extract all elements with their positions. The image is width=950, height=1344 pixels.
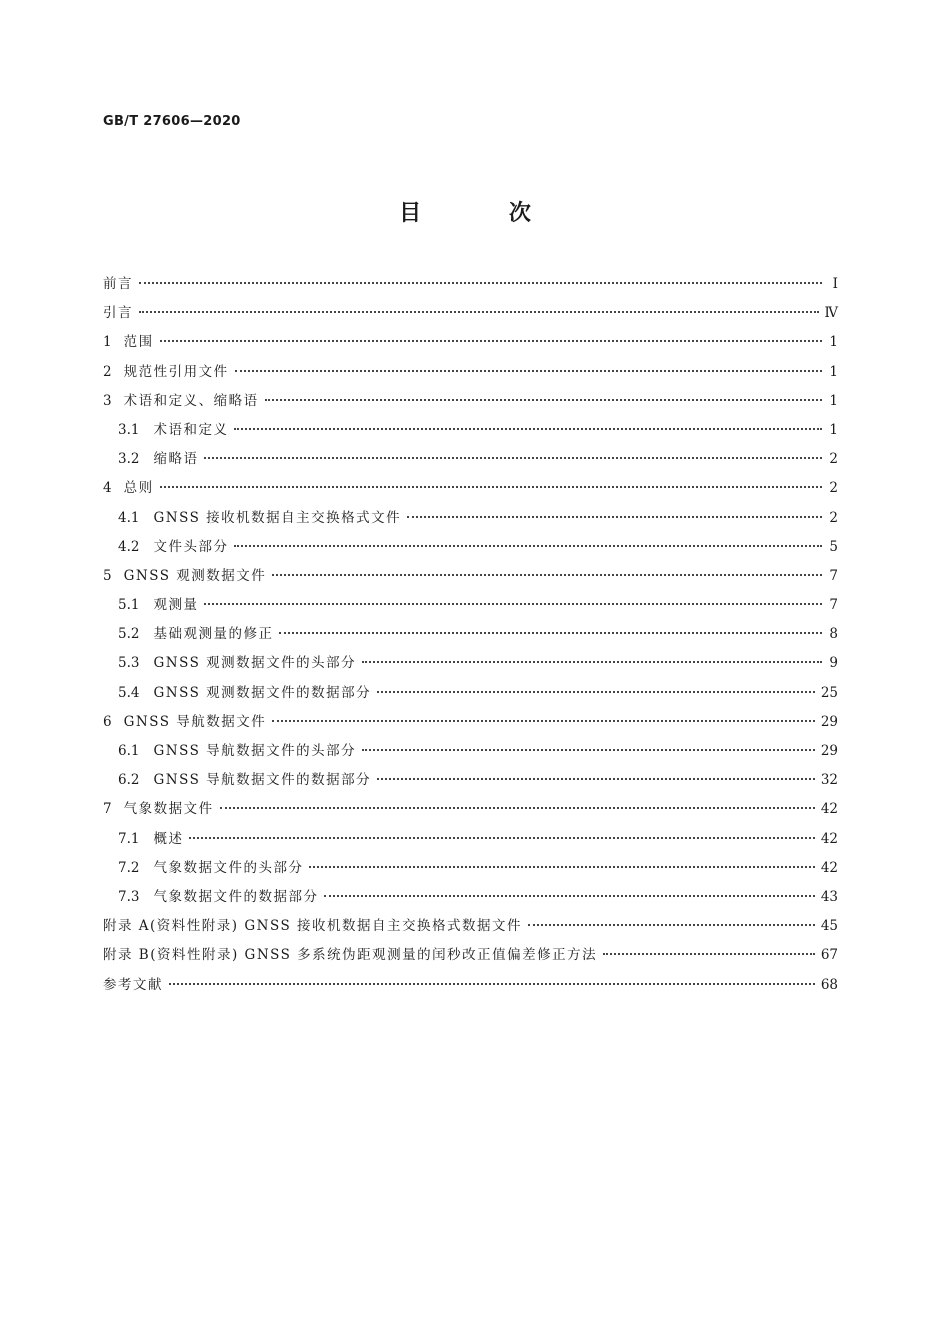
toc-entry-number: 7.2: [118, 859, 140, 876]
toc-entry-label: GNSS 观测数据文件: [123, 567, 267, 584]
toc-entry-number: 5.4: [118, 684, 140, 701]
toc-entry-number: 7.3: [118, 888, 140, 905]
toc-entry[interactable]: [103, 770, 838, 799]
toc-dot-leader: [204, 603, 822, 605]
toc-entry-page: 29: [820, 713, 838, 730]
toc-entry[interactable]: [103, 537, 838, 566]
toc-entry-number: 4.1: [118, 509, 140, 526]
toc-entry-label: 缩略语: [153, 451, 199, 468]
toc-entry-label: 规范性引用文件: [123, 363, 229, 380]
toc-entry[interactable]: [103, 712, 838, 741]
toc-entry-label: GNSS 观测数据文件的数据部分: [153, 684, 372, 701]
toc-entry[interactable]: [103, 449, 838, 478]
toc-entry-page: Ⅰ: [832, 276, 838, 292]
toc-entry[interactable]: [103, 858, 838, 887]
toc-dot-leader: [204, 457, 822, 459]
toc-entry[interactable]: [103, 332, 838, 361]
toc-entry[interactable]: [103, 945, 838, 974]
toc-entry-label: 引言: [103, 305, 133, 322]
toc-entry-label: 气象数据文件的数据部分: [153, 888, 319, 905]
toc-entry[interactable]: [103, 362, 838, 391]
toc-entry-page: 5: [829, 538, 838, 555]
toc-entry-label: 前言: [103, 276, 133, 292]
toc-entry-page: 1: [829, 363, 838, 380]
toc-entry-label: 术语和定义: [153, 421, 229, 438]
toc-entry-label: GNSS 导航数据文件的数据部分: [153, 772, 372, 789]
toc-entry-page: 8: [829, 626, 838, 643]
toc-dot-leader: [220, 807, 815, 809]
toc-entry[interactable]: [103, 391, 838, 420]
toc-entry[interactable]: [103, 420, 838, 449]
toc-dot-leader: [272, 720, 815, 722]
toc-entry-number: 6.1: [118, 743, 140, 759]
toc-entry-label: 概述: [153, 830, 184, 847]
toc-dot-leader: [139, 311, 819, 313]
toc-entry[interactable]: [103, 303, 838, 332]
toc-entry-page: 29: [820, 743, 838, 759]
toc-dot-leader: [265, 399, 822, 401]
toc-entry-number: 2: [103, 363, 112, 380]
toc-entry-page: 42: [820, 859, 838, 876]
toc-entry[interactable]: [103, 595, 838, 624]
toc-entry-page: 42: [820, 801, 838, 818]
toc-entry-label: 附录 B(资料性附录) GNSS 多系统伪距观测量的闰秒改正值偏差修正方法: [103, 947, 598, 964]
toc-entry-number: 7.1: [118, 830, 140, 847]
toc-entry-page: 2: [829, 451, 838, 468]
toc-entry[interactable]: [103, 799, 838, 828]
toc-entry-label: 范围: [123, 334, 154, 351]
toc-entry-page: 1: [829, 334, 838, 351]
toc-dot-leader: [189, 837, 814, 839]
toc-entry-label: 参考文献: [103, 976, 163, 993]
toc-entry[interactable]: [103, 478, 838, 507]
toc-entry-page: 25: [820, 684, 838, 701]
toc-entry[interactable]: [103, 274, 838, 303]
toc-entry-number: 3.2: [118, 451, 140, 468]
toc-entry-label: 观测量: [153, 597, 199, 614]
toc-dot-leader: [528, 924, 815, 926]
toc-dot-leader: [235, 370, 822, 372]
toc-entry[interactable]: [103, 566, 838, 595]
toc-dot-leader: [377, 691, 815, 693]
toc-dot-leader: [169, 983, 815, 985]
toc-dot-leader: [160, 340, 822, 342]
toc-dot-leader: [160, 486, 822, 488]
toc-dot-leader: [407, 516, 822, 518]
toc-entry-label: 总则: [123, 480, 154, 497]
toc-dot-leader: [309, 866, 814, 868]
toc-entry-label: 文件头部分: [153, 538, 229, 555]
toc-entry-label: GNSS 导航数据文件的头部分: [153, 743, 357, 759]
toc-entry-number: 3.1: [118, 421, 140, 438]
toc-entry-page: 7: [829, 567, 838, 584]
toc-dot-leader: [324, 895, 814, 897]
toc-entry-page: 2: [829, 480, 838, 497]
standard-code: GB/T 27606—2020: [103, 114, 241, 129]
toc-entry-label: GNSS 观测数据文件的头部分: [153, 655, 357, 672]
toc-entry[interactable]: [103, 653, 838, 682]
toc-entry-page: 67: [820, 947, 838, 964]
page-title: 目 次: [399, 201, 571, 226]
toc-dot-leader: [362, 749, 815, 751]
toc-entry-page: 1: [829, 392, 838, 409]
toc-dot-leader: [139, 282, 822, 284]
toc-entry-label: 气象数据文件的头部分: [153, 859, 304, 876]
toc-entry-number: 4: [103, 480, 112, 497]
toc-entry[interactable]: [103, 683, 838, 712]
toc-entry[interactable]: [103, 887, 838, 916]
toc-entry-number: 5.3: [118, 655, 140, 672]
toc-dot-leader: [272, 574, 822, 576]
toc-entry-page: 42: [820, 830, 838, 847]
toc-dot-leader: [377, 778, 815, 780]
toc-entry[interactable]: [103, 975, 838, 1004]
toc-entry-number: 6.2: [118, 772, 140, 789]
toc-entry-number: 5.2: [118, 626, 140, 643]
toc-entry-number: 5.1: [118, 597, 140, 614]
toc-entry[interactable]: [103, 508, 838, 537]
table-of-contents: [103, 274, 838, 1004]
toc-entry-page: 45: [820, 918, 838, 935]
toc-entry[interactable]: [103, 829, 838, 858]
toc-entry-page: 43: [820, 888, 838, 905]
toc-entry-number: 1: [103, 334, 112, 351]
toc-entry-page: 68: [820, 976, 838, 993]
toc-dot-leader: [234, 428, 822, 430]
toc-entry-page: Ⅳ: [824, 305, 838, 322]
toc-entry-number: 6: [103, 713, 112, 730]
toc-entry-label: 气象数据文件: [123, 801, 214, 818]
toc-entry-number: 3: [103, 392, 112, 409]
toc-entry-page: 1: [829, 421, 838, 438]
toc-dot-leader: [603, 953, 815, 955]
toc-entry-number: 7: [103, 801, 112, 818]
toc-entry-number: 5: [103, 567, 112, 584]
toc-entry-label: GNSS 接收机数据自主交换格式文件: [153, 509, 402, 526]
toc-dot-leader: [279, 632, 822, 634]
toc-entry-page: 9: [829, 655, 838, 672]
toc-entry-page: 7: [829, 597, 838, 614]
toc-entry-page: 2: [829, 509, 838, 526]
toc-dot-leader: [362, 661, 822, 663]
toc-entry-label: 附录 A(资料性附录) GNSS 接收机数据自主交换格式数据文件: [103, 918, 523, 935]
toc-entry[interactable]: [103, 741, 838, 770]
toc-entry-number: 4.2: [118, 538, 140, 555]
toc-entry-label: 术语和定义、缩略语: [123, 392, 259, 409]
toc-entry[interactable]: [103, 916, 838, 945]
toc-entry[interactable]: [103, 624, 838, 653]
toc-dot-leader: [234, 545, 822, 547]
toc-entry-label: 基础观测量的修正: [153, 626, 274, 643]
toc-entry-page: 32: [820, 772, 838, 789]
toc-entry-label: GNSS 导航数据文件: [123, 713, 267, 730]
